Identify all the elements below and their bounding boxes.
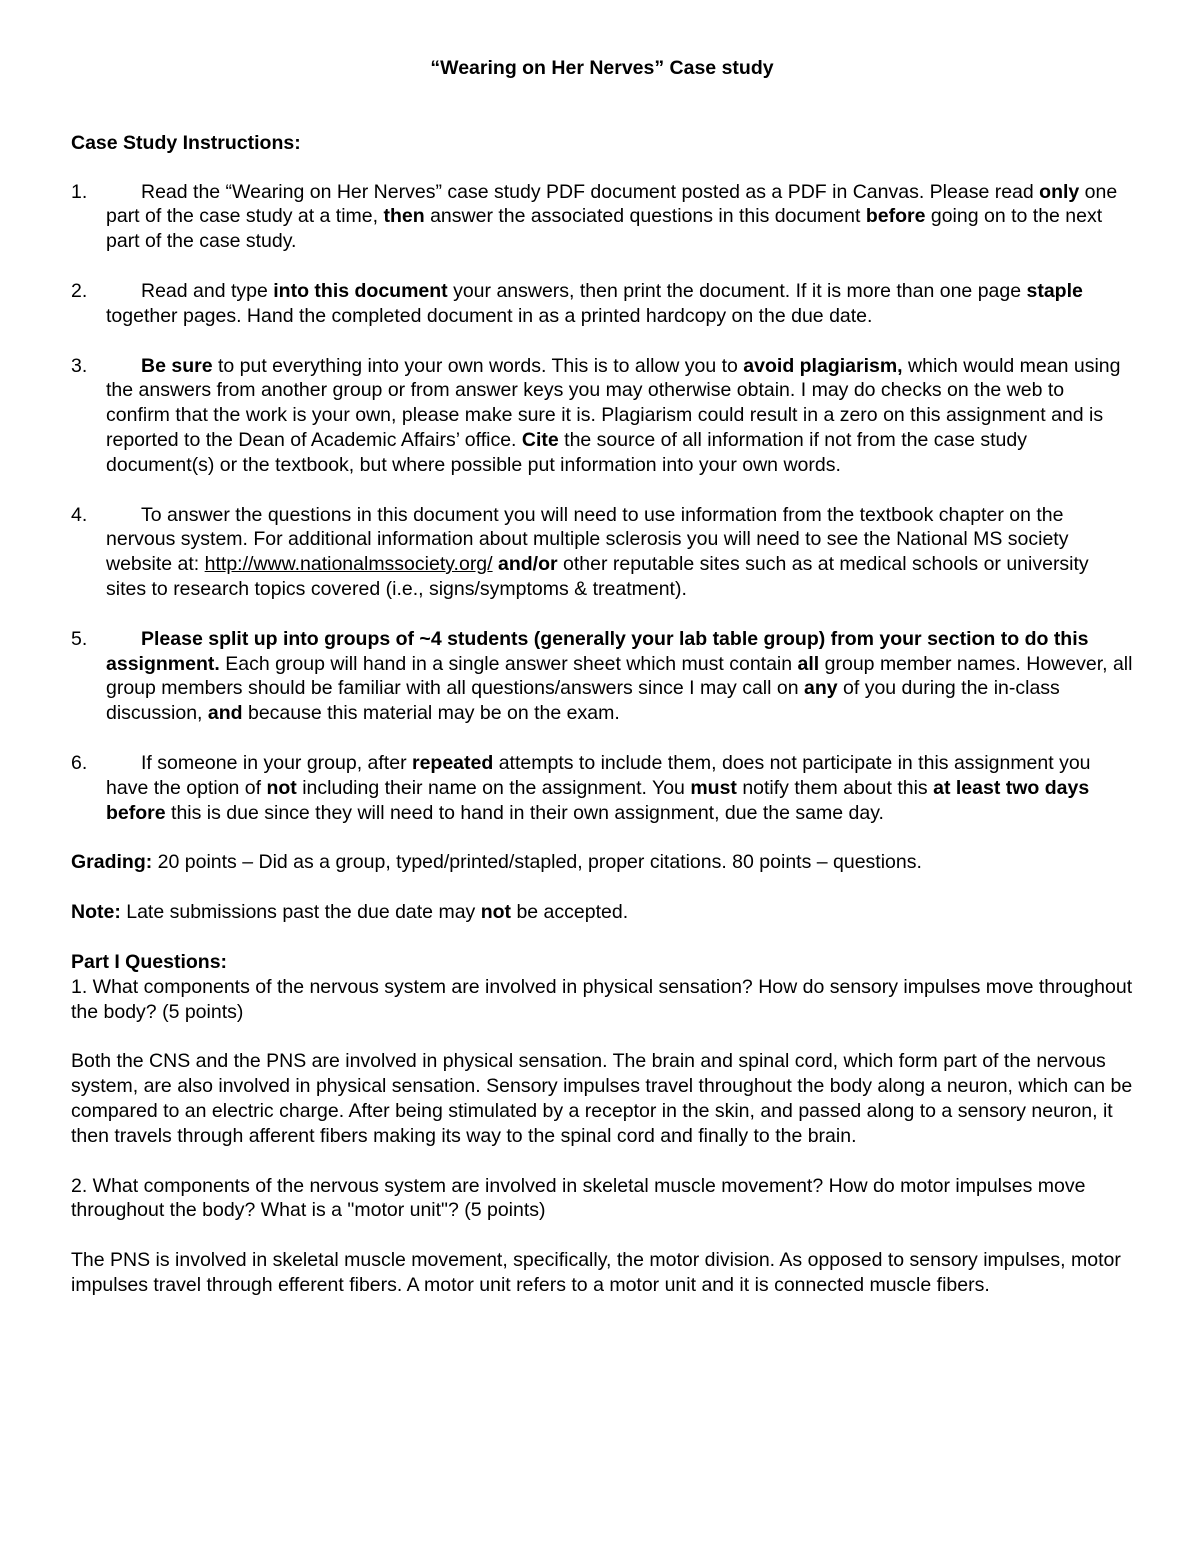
document-title: “Wearing on Her Nerves” Case study [430,57,774,79]
item-text: the source of all information if not from the case study document(s) or the textbook, but where possible put information into your own words. [106,428,1027,476]
item-text: this is due since they will need to hand in their own assignment, due the same day. [165,801,884,824]
item-bold: staple [1026,279,1083,302]
item-text: including their name on the assignment. You [296,776,691,799]
item-bold: not [266,776,297,799]
question-1: 1. What components of the nervous system are involved in physical sensation? How do sensory impulses move throughout the body? (5 points) [71,975,1133,1023]
note-text: be accepted. [511,901,629,924]
item-bold: avoid plagiarism, [743,354,903,377]
item-bold: and/or [492,553,558,576]
item-text: Each group will hand in a single answer sheet which must contain [219,652,798,675]
item-bold: all [797,652,820,675]
grading-label: Grading: [71,851,153,874]
item-text: answer the associated questions in this document [424,205,866,228]
note-label: Note: [71,901,121,924]
item-text: attempts to include them, does not participate in this assignment you have the option of [106,751,1091,799]
answer-2: The PNS is involved in skeletal muscle movement, specifically, the motor division. As opposed to sensory impulses, motor impulses travel through efferent fibers. A motor unit refers to a motor unit and it is connected muscle fibers. [71,1249,1121,1296]
item-number: 3. [71,354,88,377]
item-text: to put everything into your own words. This is to allow you to [212,354,744,377]
item-bold: any [803,677,838,700]
item-number: 2. [71,279,88,302]
item-text: If someone in your group, after [141,751,412,774]
item-number: 6. [71,751,88,774]
document-page [71,56,1133,1323]
instruction-item-6 [71,751,1133,825]
answer-1: Both the CNS and the PNS are involved in physical sensation. The brain and spinal cord, which form part of the nervous system, are also involved in physical sensation. Sensory impulses travel throughout the body along a neuron, which can be compared to an electric charge. After being stimulated by a receptor in the skin, and passed along to a sensory neuron, it then travels through afferent fibers making its way to the spinal cord and finally to the brain. [71,1050,1133,1147]
item-number: 5. [71,627,88,650]
item-text: Read the “Wearing on Her Nerves” case study PDF document posted as a PDF in Canvas. Please read [141,180,1040,203]
item-bold: repeated [411,751,494,774]
note-text: Late submissions past the due date may [120,901,481,924]
instruction-item-4 [71,503,1133,602]
item-bold: at least two days before [106,776,1090,824]
item-text: of you during the in-class discussion, [106,677,1060,725]
item-text: notify them about this [736,776,934,799]
part1-heading: Part I Questions: [71,950,228,973]
item-bold: before [865,205,926,228]
item-text: which would mean using the answers from another group or from answer keys you may otherwise obtain. I may do checks on the web to confirm that the work is your own, please make sure it is. Plagiarism could result in a zero on this assignment and is reported to the Dean of Academic Affairs’ office. [106,354,1121,451]
item-bold: Cite [521,428,559,451]
item-bold: Be sure [141,354,213,377]
instruction-item-5 [71,627,1133,726]
note-line [71,900,1133,925]
item-number: 1. [71,180,88,203]
item-bold: only [1039,180,1080,203]
item-bold: into this document [273,279,448,302]
instruction-item-1 [71,180,1133,254]
item-text: your answers, then print the document. If it is more than one page [447,279,1027,302]
grading-line [71,850,1133,875]
item-text: other reputable sites such as at medical schools or university sites to research topics covered (i.e., signs/symptoms & treatment). [106,553,1089,600]
question-2: 2. What components of the nervous system are involved in skeletal muscle movement? How do motor impulses move throughout the body? What is a "motor unit"? (5 points) [71,1174,1086,1222]
instruction-item-3 [71,354,1133,478]
item-text: one part of the case study at a time, [106,180,1118,228]
item-bold: must [690,776,737,799]
item-bold: and [207,702,243,725]
grading-text: 20 points – Did as a group, typed/printed/stapled, proper citations. 80 points – questions. [152,851,922,874]
note-bold: not [480,901,512,924]
nms-society-link[interactable]: http://www.nationalmssociety.org/ [204,553,493,576]
item-text: going on to the next part of the case study. [106,205,1103,253]
item-bold: Please split up into groups of ~4 students (generally your lab table group) from your section to do this assignment. [106,627,1089,675]
item-text: Read and type [141,279,274,302]
instructions-heading: Case Study Instructions: [71,131,301,154]
item-number: 4. [71,503,88,526]
item-text: together pages. Hand the completed document in as a printed hardcopy on the due date. [106,304,873,327]
item-text: To answer the questions in this document you will need to use information from the textbook chapter on the nervous system. For additional information about multiple sclerosis you will need to see the National MS society website at: [106,503,1069,576]
item-bold: then [383,205,425,228]
item-text: because this material may be on the exam. [242,702,620,725]
item-text: group member names. However, all group members should be familiar with all questions/answers since I may call on [106,652,1133,700]
instruction-item-2 [71,279,1133,329]
